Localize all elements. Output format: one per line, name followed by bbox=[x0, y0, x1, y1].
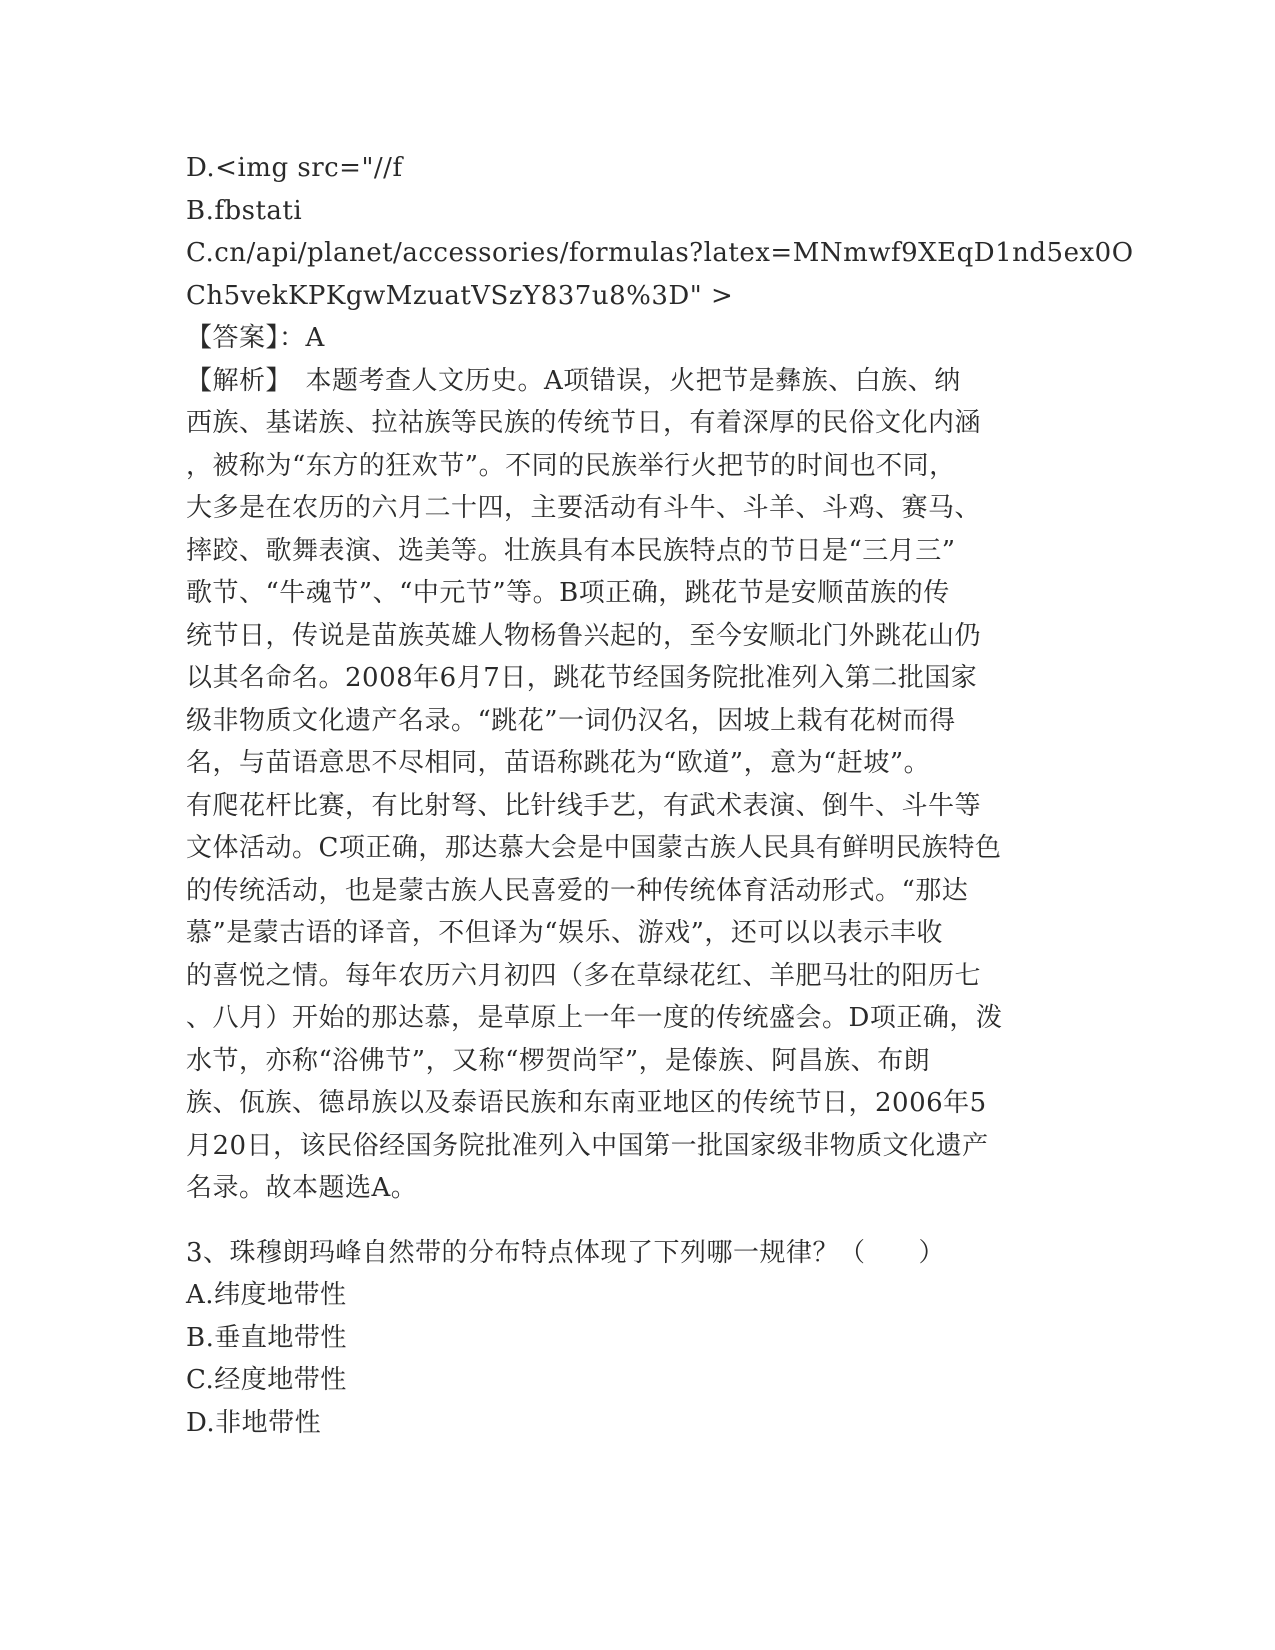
q2-answer: 【答案】：A bbox=[186, 323, 325, 353]
q3-question: 3、珠穆朗玛峰自然带的分布特点体现了下列哪一规律？（ ） bbox=[186, 1237, 946, 1268]
analysis-line: 、八月）开始的那达慕，是草原上一年一度的传统盛会。D项正确，泼 bbox=[186, 1003, 1003, 1033]
analysis-line: 慕”是蒙古语的译音，不但译为“娱乐、游戏”，还可以以表示丰收 bbox=[186, 918, 943, 948]
q3-option-b: B.垂直地带性 bbox=[186, 1322, 347, 1353]
analysis-line: 的传统活动，也是蒙古族人民喜爱的一种传统体育活动形式。“那达 bbox=[186, 875, 969, 906]
analysis-line: 文体活动。C项正确，那达慕大会是中国蒙古族人民具有鲜明民族特色 bbox=[186, 833, 1002, 863]
option-line: D.<img src="//f bbox=[186, 153, 403, 183]
analysis-line: 名录。故本题选A。 bbox=[186, 1173, 418, 1203]
analysis-line: 水节，亦称“浴佛节”，又称“椤贺尚罕”，是傣族、阿昌族、布朗 bbox=[186, 1045, 931, 1076]
analysis-line: 【解析】 本题考查人文历史。A项错误，火把节是彝族、白族、纳 bbox=[186, 365, 961, 396]
analysis-line: 大多是在农历的六月二十四，主要活动有斗牛、斗羊、斗鸡、赛马、 bbox=[186, 493, 982, 523]
analysis-line: 月20日，该民俗经国务院批准列入中国第一批国家级非物质文化遗产 bbox=[186, 1130, 989, 1161]
analysis-line: 统节日，传说是苗族英雄人物杨鲁兴起的，至今安顺北门外跳花山仍 bbox=[186, 620, 982, 651]
question-3 bbox=[186, 1232, 1086, 1445]
analysis-line: 的喜悦之情。每年农历六月初四（多在草绿花红、羊肥马壮的阳历七 bbox=[186, 960, 982, 991]
q3-option-c: C.经度地带性 bbox=[186, 1365, 347, 1395]
analysis-line: 族、佤族、德昂族以及泰语民族和东南亚地区的传统节日，2006年5 bbox=[186, 1088, 987, 1118]
document-page bbox=[186, 147, 1134, 1444]
q2-options-tail bbox=[186, 147, 1134, 317]
q3-option-d: D.非地带性 bbox=[186, 1407, 322, 1438]
analysis-line: ，被称为“东方的狂欢节”。不同的民族举行火把节的时间也不同， bbox=[186, 450, 956, 481]
analysis-line: 歌节、“牛魂节”、“中元节”等。B项正确，跳花节是安顺苗族的传 bbox=[186, 578, 950, 608]
analysis-line: 级非物质文化遗产名录。“跳花”一词仍汉名，因坡上栽有花树而得 bbox=[186, 705, 956, 736]
analysis-line: 有爬花杆比赛，有比射弩、比针线手艺，有武术表演、倒牛、斗牛等 bbox=[186, 790, 982, 821]
analysis-line: 西族、基诺族、拉祜族等民族的传统节日，有着深厚的民俗文化内涵 bbox=[186, 408, 982, 438]
option-line: B.fbstati bbox=[186, 195, 303, 226]
analysis-line: 名，与苗语意思不尽相同，苗语称跳花为“欧道”，意为“赶坡”。 bbox=[186, 748, 931, 778]
option-line: C.cn/api/planet/accessories/formulas?latex=MNmwf9XEqD1nd5ex0O bbox=[186, 238, 1134, 268]
q3-option-a: A.纬度地带性 bbox=[186, 1280, 347, 1310]
analysis-line: 摔跤、歌舞表演、选美等。壮族具有本民族特点的节日是“三月三” bbox=[186, 535, 956, 566]
q2-analysis bbox=[186, 360, 1086, 1210]
option-line: Ch5vekKPKgwMzuatVSzY837u8%3D" > bbox=[186, 280, 734, 311]
analysis-line: 以其名命名。2008年6月7日，跳花节经国务院批准列入第二批国家 bbox=[186, 663, 978, 693]
section-spacer bbox=[186, 1210, 1086, 1232]
